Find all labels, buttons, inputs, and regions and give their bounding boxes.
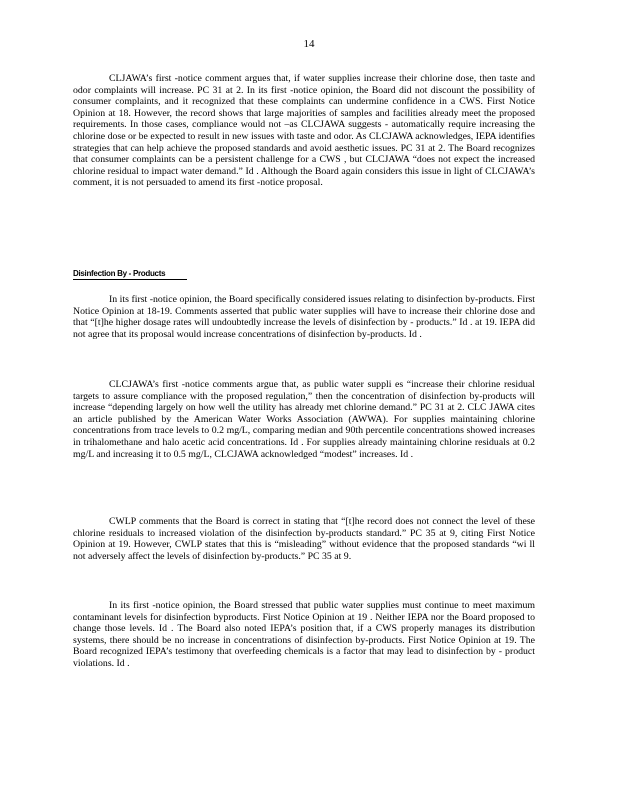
- paragraph-chlorine-taste-odor: [73, 73, 535, 189]
- paragraph-board-stressed: [73, 600, 535, 670]
- paragraph-first-notice-dbp: [73, 294, 535, 340]
- paragraph-text: In its first -notice opinion, the Board specifically considered issues relating to disinfection by-products. First Notice Opinion at 18-19. Comments asserted that public water supplies will have to increase their chlorine dose and that “[t]he higher dosage rates will undoubtedly increase the levels of disinfection by - products.” Id . at 19. IEPA did not agree that its proposal would increase concentrations of disinfection by-products. Id .: [73, 294, 535, 340]
- page-number: 14: [303, 38, 315, 50]
- paragraph-text: CWLP comments that the Board is correct in stating that “[t]he record does not connect the level of these chlorine residuals to increased violation of the disinfection by-products standard.” PC 35 at 9, citing First Notice Opinion at 19. However, CWLP states that this is “misleading” without evidence that the proposed standards “wi ll not adversely affect the levels of disinfection by-products.” PC 35 at 9.: [73, 516, 535, 562]
- paragraph-text: CLJAWA’s first -notice comment argues that, if water supplies increase their chlorine dose, then taste and odor complaints will increase. PC 31 at 2. In its first -notice opinion, the Board did not discount the possibility of consumer complaints, and it recognized that these complaints can undermine confidence in a CWS. First Notice Opinion at 18. However, the record shows that large majorities of samples and facilities already meet the proposed requirements. In those cases, compliance would not –as CLCJAWA suggests - automatically require increasing the chlorine dose or be expected to result in new issues with taste and odor. As CLCJAWA acknowledges, IEPA identifies strategies that can help achieve the proposed standards and avoid aesthetic issues. PC 31 at 2. The Board recognizes that consumer complaints can be a persistent challenge for a CWS , but CLCJAWA “does not expect the increased chlorine residual to impact water demand.” Id . Although the Board again considers this issue in light of CLCJAWA’s comment, it is not persuaded to amend its first -notice proposal.: [73, 73, 535, 189]
- paragraph-text: In its first -notice opinion, the Board stressed that public water supplies must continue to meet maximum contaminant levels for disinfection byproducts. First Notice Opinion at 19 . Neither IEPA nor the Board proposed to change those levels. Id . The Board also noted IEPA’s position that, if a CWS properly manages its distribution systems, there should be no increase in concentrations of disinfection by-products. First Notice Opinion at 19. The Board recognized IEPA’s testimony that overfeeding chemicals is a factor that may lead to disinfection by - product violations. Id .: [73, 600, 535, 669]
- paragraph-clcjawa-comments: [73, 379, 535, 460]
- paragraph-text: CLCJAWA’s first -notice comments argue that, as public water suppli es “increase their chlorine residual targets to assure compliance with the proposed regulation,” then the concentration of disinfection by-products will increase “depending largely on how well the utility has already met chlorine demand.” PC 31 at 2. CLC JAWA cites an article published by the American Water Works Association (AWWA). For supplies maintaining chlorine concentrations from trace levels to 0.2 mg/L, comparing median and 90th percentile concentrations showed increases in trihalomethane and halo acetic acid concentrations. Id . For supplies already maintaining chlorine residuals at 0.2 mg/L and increasing it to 0.5 mg/L, CLCJAWA acknowledged “modest” increases. Id .: [73, 379, 535, 460]
- section-heading: Disinfection By - Products: [73, 268, 187, 280]
- paragraph-cwlp-comments: [73, 516, 535, 562]
